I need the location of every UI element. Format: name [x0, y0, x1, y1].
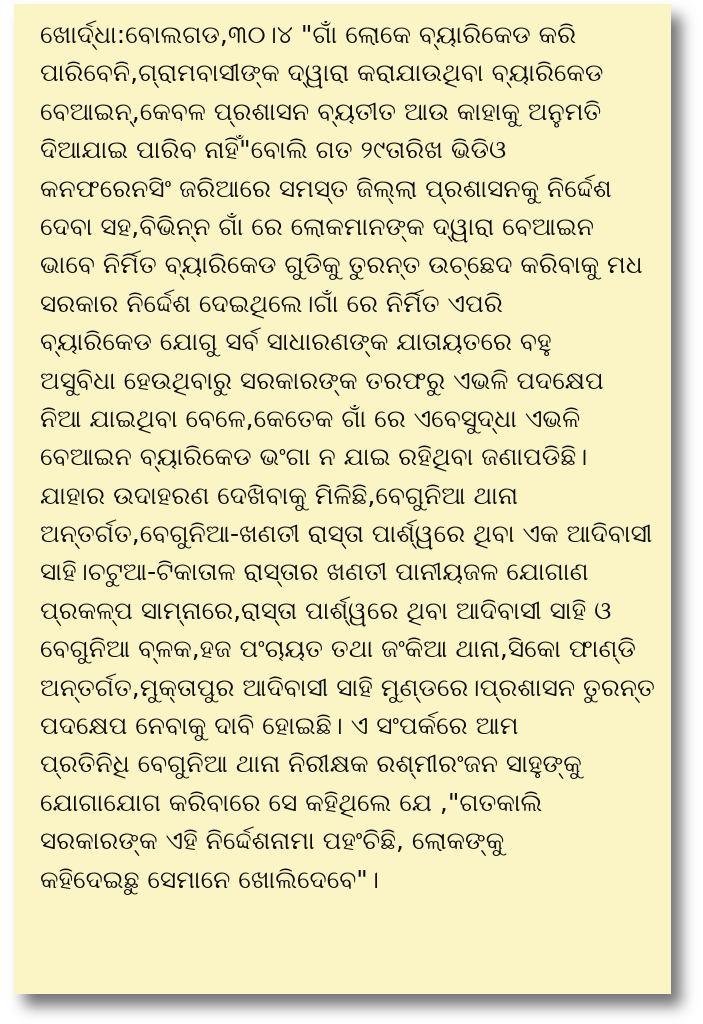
article-line: ଅସୁବିଧା ହେଉଥିବାରୁ ସରକାରଙ୍କ ତରଫରୁ ଏଭଳି ପଦକ୍ଷେପ	[40, 365, 604, 395]
article-line: ସରକାର ନିର୍ଦ୍ଦେଶ ଦେଇଥିଲେ।ଗାଁ ରେ ନିର୍ମିତ ଏପରି	[40, 288, 503, 318]
article-line: ବେଗୁନିଆ ବ୍ଳକ,ହଜ ପଂଚାୟତ ତଥା ଜଂକିଆ ଥାନା,ସିକୋ ଫାଣ୍ଡି	[40, 634, 636, 664]
article-line: ଅନ୍ତର୍ଗତ,ମୁକ୍ତାପୁର ଆଦିବାସୀ ସାହି ମୁଣ୍ଡରେ।ପ୍ରଶାସନ ତୁରନ୍ତ	[40, 672, 655, 702]
article-line: କହିଦେଇଛୁ ସେମାନେ ଖୋଲିଦେବେ"।	[40, 864, 380, 894]
article-line: ପଦକ୍ଷେପ ନେବାକୁ ଦାବି ହୋଇଛି। ଏ ସଂପର୍କରେ ଆମ	[40, 711, 519, 741]
article-line: ବେଆଇନ ବ୍ୟାରିକେଡ ଭଂଗା ନ ଯାଇ ରହିଥିବା ଜଣାପଡିଛି।	[40, 442, 588, 472]
article-line: ପ୍ରକଳ୍ପ ସାମ୍ନାରେ,ରାସ୍ତା ପାର୍ଶ୍ୱରେ ଥିବା ଆଦିବାସୀ ସାହି ଓ	[40, 595, 612, 625]
article-line: କନଫରେନସିଂ ଜରିଆରେ ସମସ୍ତ ଜିଲ୍ଲା ପ୍ରଶାସନକୁ ନିର୍ଦ୍ଦେଶ	[40, 173, 612, 203]
news-card	[14, 4, 671, 994]
article-line: ଯୋଗାଯୋଗ କରିବାରେ ସେ କହିଥିଲେ ଯେ ,"ଗତକାଲି	[40, 787, 543, 817]
article-line: ନିଆ ଯାଇଥିବା ବେଳେ,କେତେକ ଗାଁ ରେ ଏବେସୁଦ୍ଧା ଏଭଳି	[40, 403, 581, 433]
article-line: ଖୋର୍ଦ୍ଧା:ବୋଲଗଡ,୩୦।୪ "ଗାଁ ଲୋକେ ବ୍ୟାରିକେଡ କରି	[40, 20, 577, 49]
article-line: ଅନ୍ତର୍ଗତ,ବେଗୁନିଆ-ଖଣତୀ ରାସ୍ତା ପାର୍ଶ୍ୱରେ ଥିବା ଏକ ଆଦିବାସୀ	[40, 519, 653, 549]
article-line: ପ୍ରତିନିଧି ବେଗୁନିଆ ଥାନା ନିରୀକ୍ଷକ ରଶ୍ମୀରଂଜନ ସାହୁଙ୍କୁ	[40, 749, 582, 779]
article-text	[40, 16, 672, 899]
article-line: ବେଆଇନ୍,କେବଳ ପ୍ରଶାସନ ବ୍ୟତୀତ ଆଉ କାହାକୁ ଅନୁମତି	[40, 96, 602, 126]
article-line: ପାରିବେନି,ଗ୍ରାମବାସୀଙ୍କ ଦ୍ୱାରା କରାଯାଉଥିବା ବ୍ୟାରିକେଡ	[40, 58, 604, 88]
article-line: ଦିଆଯାଇ ପାରିବ ନାହିଁ"ବୋଲି ଗତ ୨୯ତାରିଖ ଭିଡିଓ	[40, 135, 507, 165]
article-line: ସରକାରଙ୍କ ଏହି ନିର୍ଦ୍ଦେଶନାମା ପହଂଚିଛି, ଲୋକଙ୍କୁ	[40, 826, 505, 856]
article-line: ବ୍ୟାରିକେଡ ଯୋଗୁ ସର୍ବ ସାଧାରଣଙ୍କ ଯାତାୟତରେ ବହୁ	[40, 327, 552, 357]
article-line: ଭାବେ ନିର୍ମିତ ବ୍ୟାରିକେଡ ଗୁଡିକୁ ତୁରନ୍ତ ଉଚ୍ଛେଦ କରିବାକୁ ମଧ	[40, 250, 643, 280]
article-line: ସାହି।ଚଟୁଆ-ଟିକାତାଳ ରାସ୍ତାର ଖଣତୀ ପାନୀୟଜଳ ଯୋଗାଣ	[40, 557, 589, 587]
article-line: ଦେବା ସହ,ବିଭିନ୍ନ ଗାଁ ରେ ଲୋକମାନଙ୍କ ଦ୍ୱାରା ବେଆଇନ	[40, 211, 594, 241]
article-line: ଯାହାର ଉଦାହରଣ ଦେଖିବାକୁ ମିଳିଛି,ବେଗୁନିଆ ଥାନା	[40, 480, 518, 510]
